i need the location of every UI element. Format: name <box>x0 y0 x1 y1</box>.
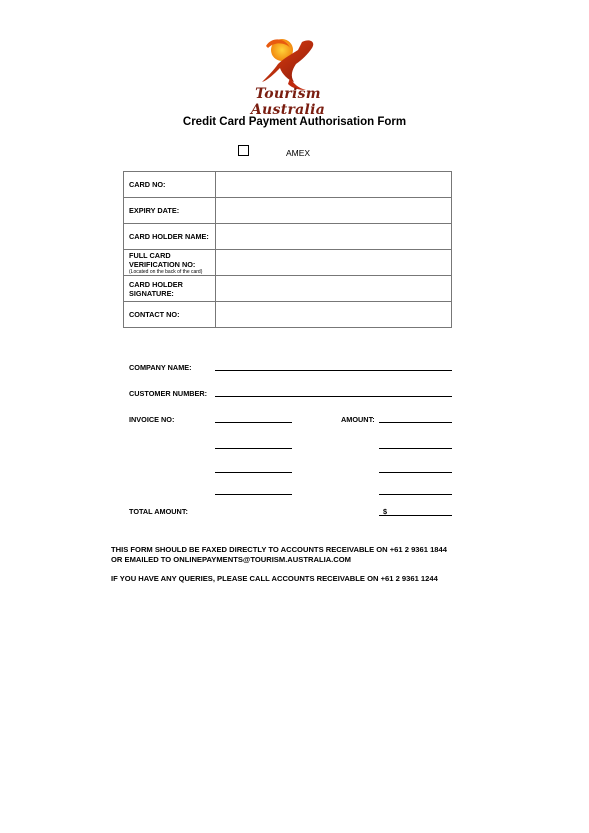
total-amount-label: TOTAL AMOUNT: <box>129 507 188 516</box>
contact-no-row <box>124 302 452 328</box>
amex-label: AMEX <box>286 148 311 158</box>
expiry-date-label: EXPIRY DATE: <box>124 198 216 224</box>
amount-label: AMOUNT: <box>341 415 375 424</box>
amount-field-4[interactable] <box>379 494 452 495</box>
contact-no-label: CONTACT NO: <box>124 302 216 328</box>
card-holder-name-field[interactable] <box>216 224 452 250</box>
logo-wordmark: Tourism Australia <box>250 86 326 118</box>
card-holder-name-label: CARD HOLDER NAME: <box>124 224 216 250</box>
customer-number-label: CUSTOMER NUMBER: <box>129 389 208 398</box>
amount-field-2[interactable] <box>379 448 452 449</box>
expiry-date-row <box>124 198 452 224</box>
total-amount-field[interactable] <box>379 515 452 516</box>
invoice-no-field-4[interactable] <box>215 494 292 495</box>
currency-symbol: $ <box>383 507 388 516</box>
email-instruction: OR EMAILED TO ONLINEPAYMENTS@TOURISM.AUSTRALIA.COM <box>111 555 352 564</box>
amount-field-3[interactable] <box>379 472 452 473</box>
card-no-field[interactable] <box>216 172 452 198</box>
signature-label: CARD HOLDER SIGNATURE: <box>124 276 216 302</box>
card-holder-name-row <box>124 224 452 250</box>
amex-checkbox[interactable] <box>238 145 249 156</box>
verification-no-row <box>124 250 452 276</box>
expiry-date-field[interactable] <box>216 198 452 224</box>
invoice-no-field-1[interactable] <box>215 422 292 423</box>
card-no-label: CARD NO: <box>124 172 216 198</box>
invoice-no-field-2[interactable] <box>215 448 292 449</box>
company-name-field[interactable] <box>215 370 452 371</box>
card-no-row <box>124 172 452 198</box>
invoice-no-label: INVOICE NO: <box>129 415 175 424</box>
verification-note: (Located on the back of the card) <box>129 268 203 275</box>
form-title: Credit Card Payment Authorisation Form <box>182 116 407 128</box>
amount-field-1[interactable] <box>379 422 452 423</box>
contact-no-field[interactable] <box>216 302 452 328</box>
verification-no-field[interactable] <box>216 250 452 276</box>
customer-number-field[interactable] <box>215 396 452 397</box>
fax-instruction: THIS FORM SHOULD BE FAXED DIRECTLY TO ACCOUNTS RECEIVABLE ON +61 2 9361 1844 <box>111 545 447 554</box>
invoice-no-field-3[interactable] <box>215 472 292 473</box>
signature-field[interactable] <box>216 276 452 302</box>
queries-instruction: IF YOU HAVE ANY QUERIES, PLEASE CALL ACCOUNTS RECEIVABLE ON +61 2 9361 1244 <box>111 574 438 583</box>
company-name-label: COMPANY NAME: <box>129 363 192 372</box>
card-details-table <box>123 171 452 328</box>
signature-row <box>124 276 452 302</box>
verification-no-label: FULL CARD VERIFICATION NO: (Located on the back of the card) <box>124 250 216 276</box>
